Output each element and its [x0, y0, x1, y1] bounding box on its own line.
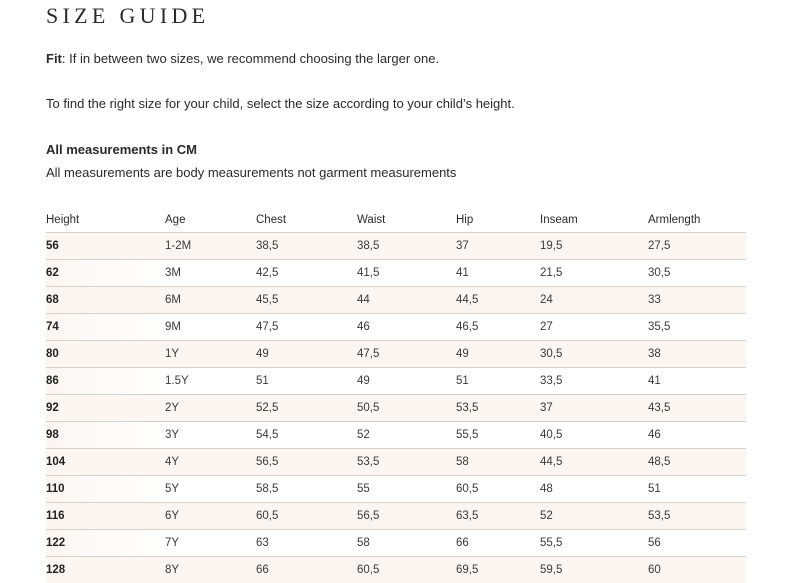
- column-header-height: Height: [46, 208, 165, 233]
- cell-age: 6Y: [165, 503, 256, 530]
- cell-inseam: 21,5: [540, 260, 648, 287]
- cell-chest: 45,5: [256, 287, 357, 314]
- cell-age: 8Y: [165, 557, 256, 583]
- cell-hip: 37: [456, 233, 540, 260]
- fit-note: [46, 50, 439, 68]
- cell-hip: 46,5: [456, 314, 540, 341]
- cell-hip: 49: [456, 341, 540, 368]
- table-row: [46, 341, 746, 368]
- cell-height: 80: [46, 341, 165, 368]
- column-header-age: Age: [165, 208, 256, 233]
- cell-hip: 41: [456, 260, 540, 287]
- cell-height: 68: [46, 287, 165, 314]
- fit-text: : If in between two sizes, we recommend choosing the larger one.: [62, 51, 439, 66]
- column-header-armlength: Armlength: [648, 208, 746, 233]
- cell-age: 3Y: [165, 422, 256, 449]
- cell-inseam: 40,5: [540, 422, 648, 449]
- cell-age: 9M: [165, 314, 256, 341]
- cell-waist: 50,5: [357, 395, 456, 422]
- cell-age: 1-2M: [165, 233, 256, 260]
- cell-hip: 66: [456, 530, 540, 557]
- cell-age: 5Y: [165, 476, 256, 503]
- cell-inseam: 27: [540, 314, 648, 341]
- cell-height: 56: [46, 233, 165, 260]
- cell-age: 7Y: [165, 530, 256, 557]
- cell-waist: 47,5: [357, 341, 456, 368]
- cell-height: 116: [46, 503, 165, 530]
- cell-inseam: 24: [540, 287, 648, 314]
- table-row: [46, 557, 746, 583]
- cell-waist: 52: [357, 422, 456, 449]
- cell-armlength: 46: [648, 422, 746, 449]
- cell-chest: 52,5: [256, 395, 357, 422]
- cell-chest: 38,5: [256, 233, 357, 260]
- cell-waist: 49: [357, 368, 456, 395]
- cell-height: 110: [46, 476, 165, 503]
- column-header-chest: Chest: [256, 208, 357, 233]
- cell-age: 2Y: [165, 395, 256, 422]
- cell-waist: 55: [357, 476, 456, 503]
- column-header-inseam: Inseam: [540, 208, 648, 233]
- cell-chest: 58,5: [256, 476, 357, 503]
- cell-armlength: 51: [648, 476, 746, 503]
- cell-waist: 44: [357, 287, 456, 314]
- table-header-row: [46, 208, 746, 233]
- cell-age: 4Y: [165, 449, 256, 476]
- cell-armlength: 48,5: [648, 449, 746, 476]
- measurements-heading: All measurements in CM: [46, 141, 197, 159]
- table-row: [46, 449, 746, 476]
- cell-hip: 69,5: [456, 557, 540, 583]
- table-row: [46, 395, 746, 422]
- table-row: [46, 287, 746, 314]
- fit-label: Fit: [46, 51, 62, 66]
- instruction-text: To find the right size for your child, select the size according to your child’s height.: [46, 95, 515, 113]
- size-table: [46, 208, 746, 583]
- column-header-hip: Hip: [456, 208, 540, 233]
- cell-height: 128: [46, 557, 165, 583]
- cell-armlength: 38: [648, 341, 746, 368]
- cell-waist: 38,5: [357, 233, 456, 260]
- measurements-note: All measurements are body measurements not garment measurements: [46, 164, 456, 182]
- cell-waist: 60,5: [357, 557, 456, 583]
- cell-height: 104: [46, 449, 165, 476]
- cell-inseam: 33,5: [540, 368, 648, 395]
- cell-armlength: 30,5: [648, 260, 746, 287]
- page-title: SIZE GUIDE: [46, 3, 209, 29]
- cell-chest: 56,5: [256, 449, 357, 476]
- cell-inseam: 19,5: [540, 233, 648, 260]
- cell-hip: 53,5: [456, 395, 540, 422]
- cell-inseam: 52: [540, 503, 648, 530]
- table-row: [46, 503, 746, 530]
- cell-chest: 63: [256, 530, 357, 557]
- table-row: [46, 422, 746, 449]
- cell-age: 1Y: [165, 341, 256, 368]
- cell-hip: 60,5: [456, 476, 540, 503]
- cell-age: 6M: [165, 287, 256, 314]
- table-row: [46, 260, 746, 287]
- table-row: [46, 530, 746, 557]
- cell-chest: 47,5: [256, 314, 357, 341]
- cell-armlength: 41: [648, 368, 746, 395]
- cell-armlength: 33: [648, 287, 746, 314]
- cell-chest: 42,5: [256, 260, 357, 287]
- cell-height: 92: [46, 395, 165, 422]
- cell-waist: 41,5: [357, 260, 456, 287]
- cell-inseam: 55,5: [540, 530, 648, 557]
- cell-chest: 54,5: [256, 422, 357, 449]
- cell-age: 1.5Y: [165, 368, 256, 395]
- cell-hip: 44,5: [456, 287, 540, 314]
- cell-armlength: 56: [648, 530, 746, 557]
- cell-armlength: 35,5: [648, 314, 746, 341]
- size-table-body: [46, 233, 746, 583]
- table-row: [46, 476, 746, 503]
- cell-inseam: 37: [540, 395, 648, 422]
- cell-inseam: 44,5: [540, 449, 648, 476]
- cell-waist: 56,5: [357, 503, 456, 530]
- cell-height: 98: [46, 422, 165, 449]
- cell-chest: 60,5: [256, 503, 357, 530]
- cell-armlength: 43,5: [648, 395, 746, 422]
- cell-waist: 46: [357, 314, 456, 341]
- cell-height: 86: [46, 368, 165, 395]
- cell-chest: 49: [256, 341, 357, 368]
- table-row: [46, 314, 746, 341]
- cell-hip: 63,5: [456, 503, 540, 530]
- cell-hip: 55,5: [456, 422, 540, 449]
- cell-chest: 66: [256, 557, 357, 583]
- cell-waist: 53,5: [357, 449, 456, 476]
- cell-inseam: 59,5: [540, 557, 648, 583]
- cell-waist: 58: [357, 530, 456, 557]
- cell-height: 62: [46, 260, 165, 287]
- cell-armlength: 53,5: [648, 503, 746, 530]
- cell-height: 122: [46, 530, 165, 557]
- cell-hip: 51: [456, 368, 540, 395]
- cell-chest: 51: [256, 368, 357, 395]
- cell-hip: 58: [456, 449, 540, 476]
- cell-inseam: 30,5: [540, 341, 648, 368]
- cell-age: 3M: [165, 260, 256, 287]
- cell-height: 74: [46, 314, 165, 341]
- table-row: [46, 368, 746, 395]
- table-row: [46, 233, 746, 260]
- cell-inseam: 48: [540, 476, 648, 503]
- column-header-waist: Waist: [357, 208, 456, 233]
- cell-armlength: 27,5: [648, 233, 746, 260]
- cell-armlength: 60: [648, 557, 746, 583]
